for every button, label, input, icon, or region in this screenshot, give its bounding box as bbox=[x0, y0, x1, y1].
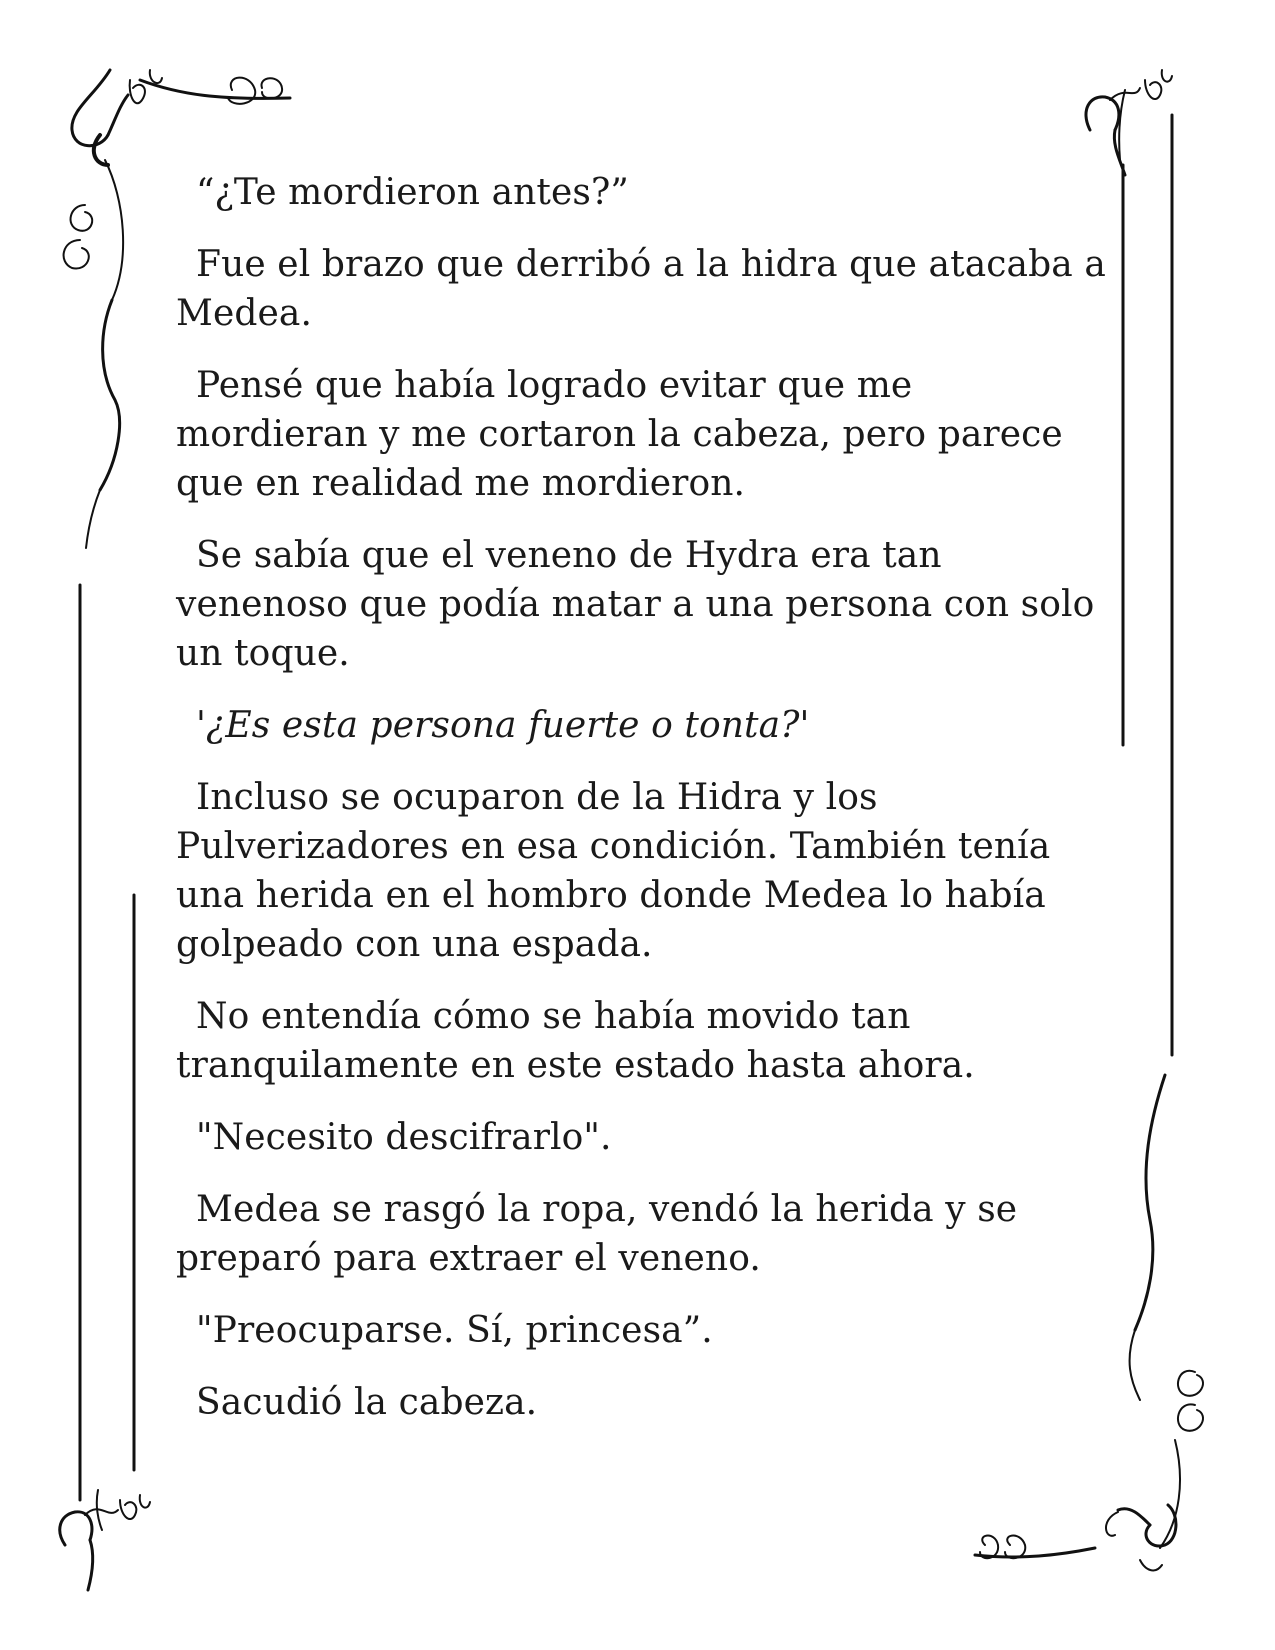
paragraph-3: Pensé que había logrado evitar que me mordieran y me cortaron la cabeza, pero parece que en realidad me mordieron. bbox=[176, 365, 1063, 504]
paragraph-4: Se sabía que el veneno de Hydra era tan venenoso que podía matar a una persona con solo un toque. bbox=[176, 535, 1095, 674]
paragraph-7: No entendía cómo se había movido tan tranquilamente en este estado hasta ahora. bbox=[176, 996, 975, 1086]
bottom-left-flourish-ornament bbox=[60, 1490, 150, 1590]
paragraph-10: "Preocuparse. Sí, princesa”. bbox=[196, 1310, 713, 1351]
paragraph-5-italic-thought: '¿Es esta persona fuerte o tonta?' bbox=[196, 705, 810, 746]
paragraph-6: Incluso se ocuparon de la Hidra y los Pulverizadores en esa condición. También tenía una herida en el hombro donde Medea lo había golpeado con una espada. bbox=[176, 777, 1051, 965]
paragraph-9: Medea se rasgó la ropa, vendó la herida y se preparó para extraer el veneno. bbox=[176, 1189, 1018, 1279]
page-text-body bbox=[176, 168, 1106, 1450]
paragraph-11: Sacudió la cabeza. bbox=[196, 1382, 538, 1423]
top-right-flourish-ornament bbox=[1086, 70, 1172, 175]
paragraph-2: Fue el brazo que derribó a la hidra que atacaba a Medea. bbox=[176, 244, 1106, 334]
paragraph-8: "Necesito descifrarlo". bbox=[196, 1117, 612, 1158]
paragraph-1: “¿Te mordieron antes?” bbox=[196, 172, 629, 213]
